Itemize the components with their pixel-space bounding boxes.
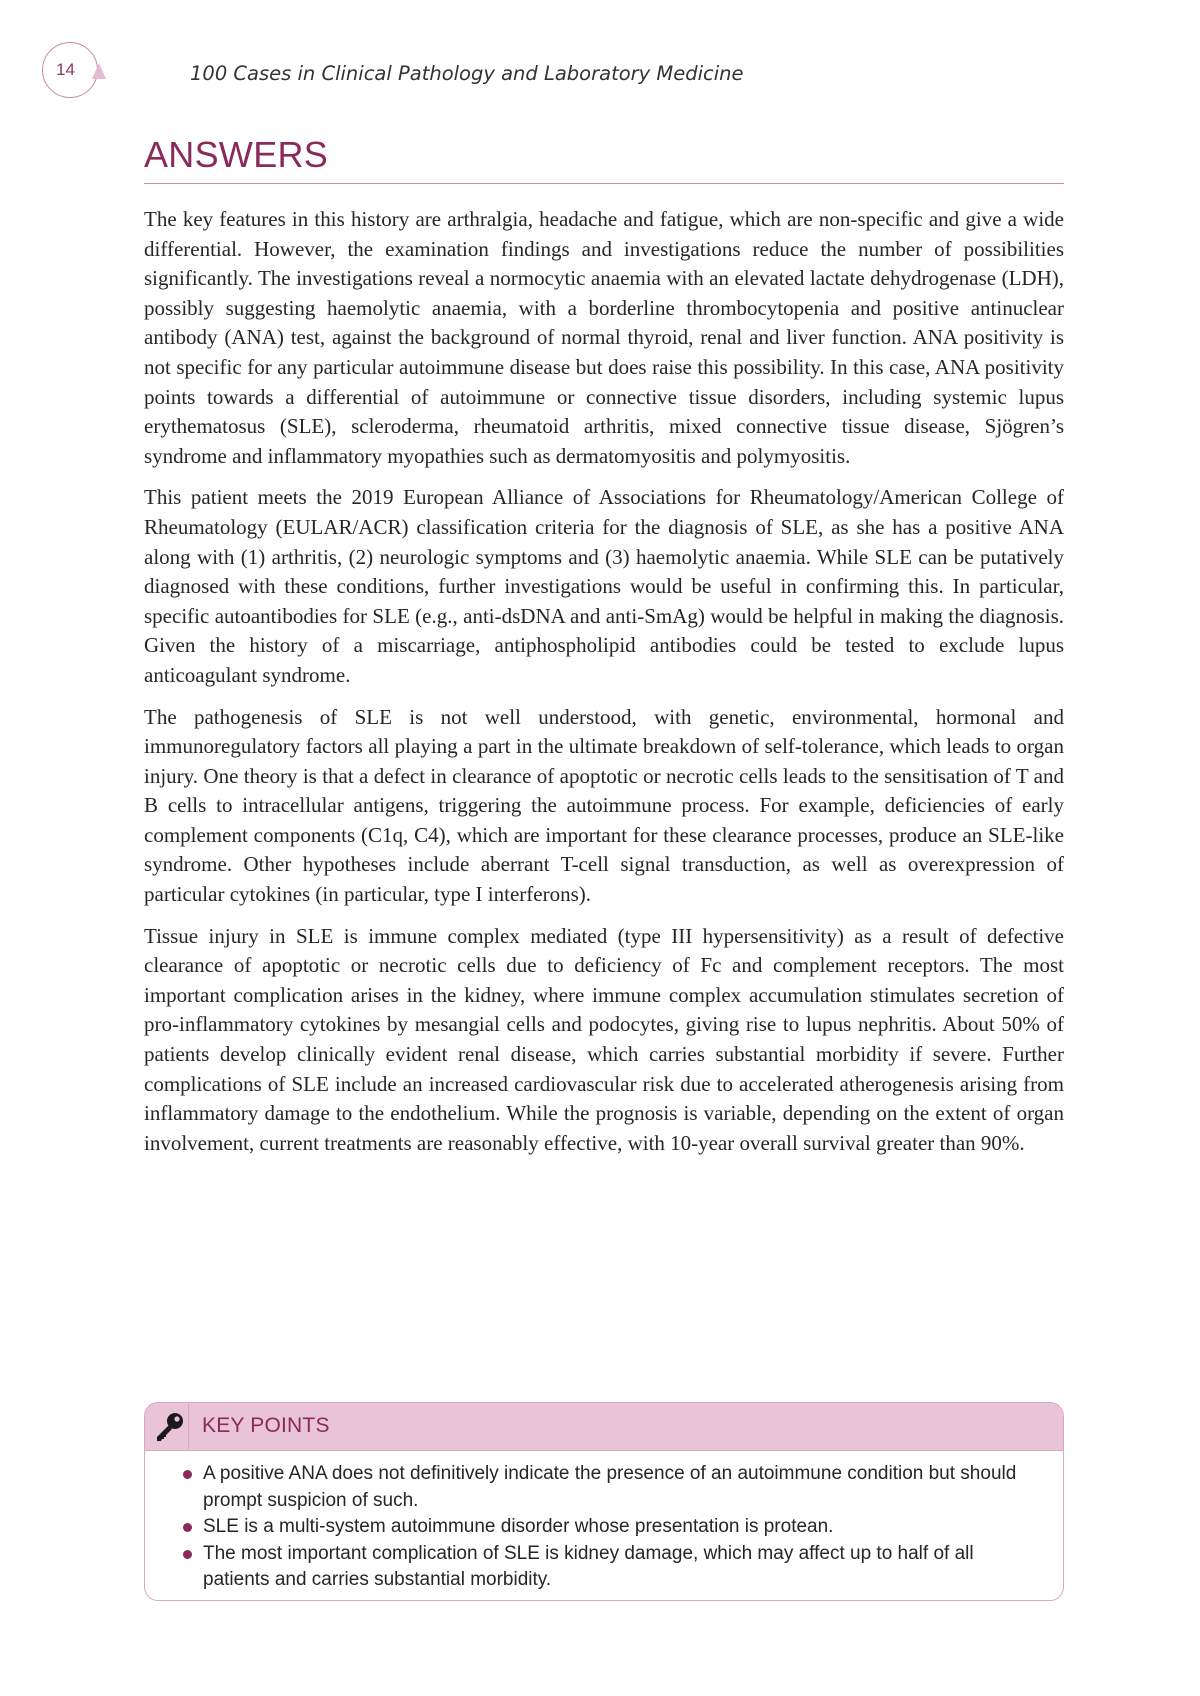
bullet-icon bbox=[183, 1470, 192, 1479]
key-points-box bbox=[144, 1402, 1064, 1601]
list-item-text: A positive ANA does not definitively indicate the presence of an autoimmune condition but should prompt suspicion of such. bbox=[203, 1463, 1017, 1511]
paragraph: The pathogenesis of SLE is not well understood, with genetic, environmental, hormonal and immunoregulatory factors all playing a part in the ultimate breakdown of self-tolerance, which leads to organ injury. One theory is that a defect in clearance of apoptotic or necrotic cells leads to the sensitisation of T and B cells to intracellular antigens, triggering the autoimmune process. For example, deficiencies of early complement components (C1q, C4), which are important for these clearance processes, produce an SLE-like syndrome. Other hypotheses include aberrant T-cell signal transduction, as well as overexpression of particular cytokines (in particular, type I interferons). bbox=[144, 704, 1064, 907]
key-points-list bbox=[145, 1451, 1063, 1594]
key-icon bbox=[153, 1410, 187, 1444]
list-item bbox=[183, 1514, 1023, 1541]
key-points-title: KEY POINTS bbox=[202, 1414, 330, 1437]
bullet-icon bbox=[183, 1523, 192, 1532]
heading-rule bbox=[144, 183, 1064, 184]
list-item-text: The most important complication of SLE is kidney damage, which may affect up to half of all patients and carries substantial morbidity. bbox=[203, 1542, 974, 1590]
section-heading: ANSWERS bbox=[144, 134, 329, 175]
running-head: 100 Cases in Clinical Pathology and Laboratory Medicine bbox=[190, 62, 744, 85]
arrow-icon bbox=[92, 63, 106, 79]
list-item-text: SLE is a multi-system autoimmune disorder whose presentation is protean. bbox=[203, 1516, 834, 1537]
list-item bbox=[183, 1541, 1023, 1594]
paragraph: Tissue injury in SLE is immune complex mediated (type III hypersensitivity) as a result of defective clearance of apoptotic or necrotic cells due to deficiency of Fc and complement receptors. The most important complication arises in the kidney, where immune complex accumulation stimulates secretion of pro-inflammatory cytokines by mesangial cells and podocytes, giving rise to lupus nephritis. About 50% of patients develop clinically evident renal disease, which carries substantial morbidity if severe. Further complications of SLE include an increased cardiovascular risk due to accelerated atherogenesis arising from inflammatory damage to the endothelium. While the prognosis is variable, depending on the extent of organ involvement, current treatments are reasonably effective, with 10-year overall survival greater than 90%. bbox=[144, 923, 1064, 1155]
key-points-divider bbox=[188, 1403, 189, 1450]
page-number: 14 bbox=[56, 60, 75, 79]
list-item bbox=[183, 1461, 1023, 1514]
key-points-header bbox=[145, 1403, 1063, 1451]
paragraph: This patient meets the 2019 European Alliance of Associations for Rheumatology/American College of Rheumatology (EULAR/ACR) classification criteria for the diagnosis of SLE, as she has a positive ANA along with (1) arthritis, (2) neurologic symptoms and (3) haemolytic anaemia. While SLE can be putatively diagnosed with these conditions, further investigations would be useful in confirming this. In particular, specific autoantibodies for SLE (e.g., anti-dsDNA and anti-SmAg) would be helpful in making the diagnosis. Given the history of a miscarriage, antiphospholipid antibodies could be tested to exclude lupus anticoagulant syndrome. bbox=[144, 485, 1064, 687]
bullet-icon bbox=[183, 1550, 192, 1559]
paragraph: The key features in this history are arthralgia, headache and fatigue, which are non-specific and give a wide differential. However, the examination findings and investigations reduce the number of possibilities significantly. The investigations reveal a normocytic anaemia with an elevated lactate dehydrogenase (LDH), possibly suggesting haemolytic anaemia, with a borderline thrombocytopenia and positive antinuclear antibody (ANA) test, against the background of normal thyroid, renal and liver function. ANA positivity is not specific for any particular autoimmune disease but does raise this possibility. In this case, ANA positivity points towards a differential of autoimmune or connective tissue disorders, including systemic lupus erythematosus (SLE), scleroderma, rheumatoid arthritis, mixed connective tissue disease, Sjögren’s syndrome and inflammatory myopathies such as dermatomyositis and polymyositis. bbox=[144, 207, 1064, 468]
body-text bbox=[144, 205, 1064, 1170]
